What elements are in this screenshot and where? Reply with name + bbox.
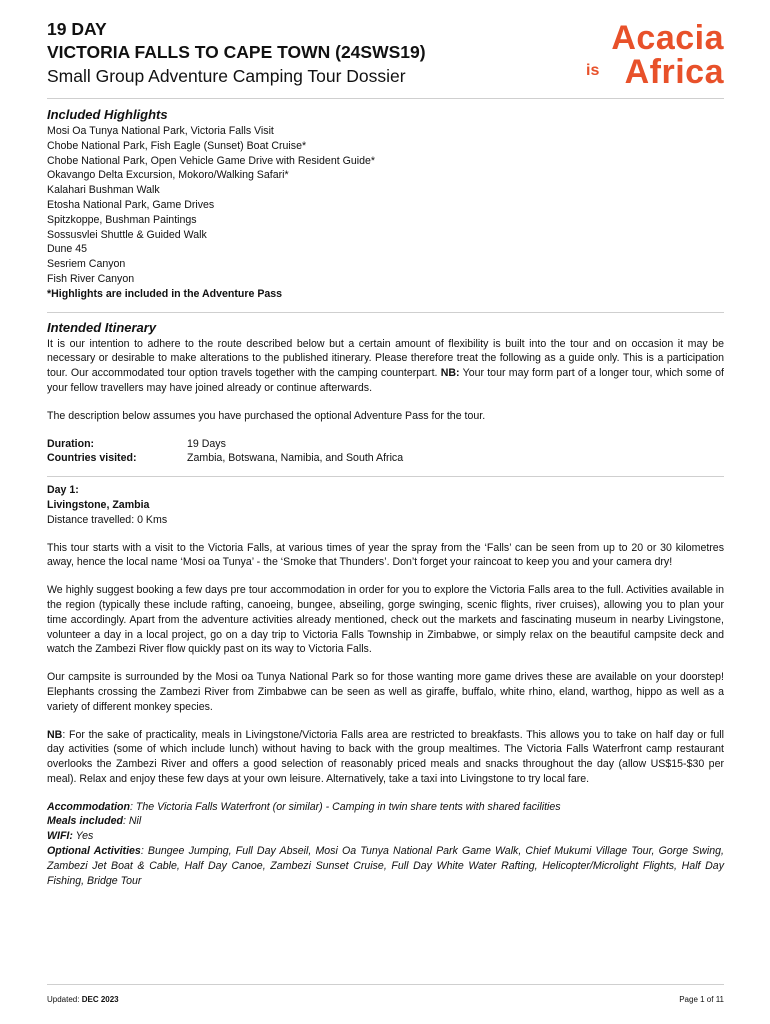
updated-value: DEC 2023 (81, 995, 119, 1004)
list-item: Chobe National Park, Fish Eagle (Sunset) Boat Cruise* (47, 139, 307, 152)
wifi-value: Yes (72, 830, 94, 843)
list-item: Etosha National Park, Game Drives (47, 198, 215, 211)
day1-paragraph: This tour starts with a visit to the Victoria Falls, at various times of year the spray from the ‘Falls’ can be seen from up to 20 or 30 kilometres away, hence the local name ‘Mosi oa Tunya’ - the ‘Smoke that Thunders’. Don’t forget your raincoat to keep you and your camera dry! (47, 541, 724, 569)
dossier-page (47, 18, 724, 888)
updated-info (47, 995, 119, 1004)
meals-line (47, 814, 724, 829)
list-item: Sesriem Canyon (47, 258, 126, 271)
duration-row (47, 437, 724, 452)
list-item: Dune 45 (47, 243, 88, 256)
wifi-label: WIFI: (47, 830, 73, 843)
adventure-pass-note: The description below assumes you have purchased the optional Adventure Pass for the tour. (47, 409, 486, 422)
meals-label: Meals included (47, 815, 123, 828)
highlights-list (47, 124, 724, 302)
day-distance: Distance travelled: 0 Kms (47, 513, 168, 526)
list-item: Kalahari Bushman Walk (47, 184, 160, 197)
wifi-line (47, 829, 724, 844)
optional-value: : Bungee Jumping, Full Day Abseil, Mosi Oa Tunya National Park Game Walk, Chief Mukumi Village Tour, Gorge Swing, Zambezi Jet Boat & Cable, Half Day Canoe, Zambezi Sunset Cruise, Full Day White Water Rafting, Helicopter/Microlight Flights, Half Day Fishing, Bridge Tour (47, 845, 724, 887)
nb-text: : For the sake of practicality, meals in Livingstone/Victoria Falls area are restricted to breakfasts. This allows you to take on half day or full day activities (some of which include lunch) without having to back with the group mealtimes. The Victoria Falls Waterfront camp restaurant overlooks the Zambezi River and offers a good selection of reasonably priced meals and snacks throughout the day (allow US$15-$30 per meal). Relax and enjoy these few days at your own leisure. Alternatively, take a taxi into Livingstone to try local fare. (47, 728, 724, 785)
title-line1: 19 DAY (47, 19, 107, 39)
logo-word-acacia: Acacia (611, 19, 724, 57)
day1-paragraph: Our campsite is surrounded by the Mosi oa Tunya National Park so for those wanting more game drives these are available on your doorstep! Elephants crossing the Zambezi River from Zimbabwe can be seen as well as giraffe, buffalo, white rhino, eland, warthog, hippo as well as a variety of different monkey species. (47, 671, 724, 713)
itinerary-heading: Intended Itinerary (47, 319, 157, 335)
divider (47, 312, 724, 313)
acacia-africa-logo (584, 20, 724, 94)
list-item: Sossusvlei Shuttle & Guided Walk (47, 228, 207, 241)
day1-paragraph: We highly suggest booking a few days pre tour accommodation in order for you to explore the Victoria Falls area to the full. Activities available in the region (typically these include rafting, canoeing, bungee, abseiling, gorge swinging, scenic flights, river cruises), allowing you to plan your time accordingly. Apart from the adventure activities already mentioned, check out the markets and fascinating museum in nearby Livingstone, volunteer a day in a local project, go on a day trip to Victoria Falls Township in Zimbabwe, or simply relax on the beautiful campsite deck and watch the Zambezi River flow quickly past on its way to Victoria Falls. (47, 584, 724, 656)
itinerary-section (47, 319, 724, 467)
day1-nb-paragraph (47, 728, 724, 787)
footer (47, 984, 724, 1004)
countries-label: Countries visited: (47, 452, 137, 465)
header (47, 18, 724, 99)
divider (47, 476, 724, 477)
page-number: Page 1 of 11 (679, 995, 724, 1004)
intro-text: It is our intention to adhere to the route described below but a certain amount of flexibility is built into the tour and on occasion it may be necessary or desirable to make alterations to the published itinerary. Please therefore treat the following as a guide only. This is a participation tour. Our accommodated tour option travels together with the camping counterpart. (47, 337, 724, 380)
intro-text-end: Your tour may form part of a longer tour, which some of your fellow travellers may have joined already or continue afterwards. (47, 367, 724, 394)
highlights-note: *Highlights are included in the Adventure Pass (47, 287, 283, 300)
accommodation-line (47, 800, 724, 815)
list-item: Fish River Canyon (47, 272, 135, 285)
optional-label: Optional Activities (47, 845, 141, 858)
day1-section (47, 483, 724, 888)
accommodation-value: : The Victoria Falls Waterfront (or similar) - Camping in twin share tents with shared facilities (130, 800, 561, 813)
itinerary-intro (47, 337, 724, 396)
nb-label: NB (47, 728, 63, 741)
updated-label: Updated: (47, 995, 80, 1004)
day-label: Day 1: (47, 484, 79, 497)
day-location: Livingstone, Zambia (47, 498, 150, 511)
list-item: Chobe National Park, Open Vehicle Game Drive with Resident Guide* (47, 154, 375, 167)
countries-value: Zambia, Botswana, Namibia, and South Africa (187, 452, 404, 465)
countries-row (47, 451, 724, 466)
optional-activities-line (47, 844, 724, 888)
duration-value: 19 Days (187, 437, 226, 450)
title-line2: VICTORIA FALLS TO CAPE TOWN (24SWS19) (47, 42, 426, 62)
duration-label: Duration: (47, 437, 95, 450)
list-item: Mosi Oa Tunya National Park, Victoria Falls Visit (47, 125, 274, 137)
accommodation-label: Accommodation (47, 800, 130, 813)
list-item: Spitzkoppe, Bushman Paintings (47, 213, 197, 226)
logo-word-is: is (586, 62, 600, 79)
subtitle: Small Group Adventure Camping Tour Dossier (47, 66, 406, 86)
logo-word-africa: Africa (624, 53, 724, 91)
highlights-heading: Included Highlights (47, 107, 168, 122)
intro-nb: NB: (440, 367, 460, 380)
highlights-section (47, 106, 724, 302)
meals-value: : Nil (122, 815, 142, 828)
list-item: Okavango Delta Excursion, Mokoro/Walking Safari* (47, 169, 289, 182)
